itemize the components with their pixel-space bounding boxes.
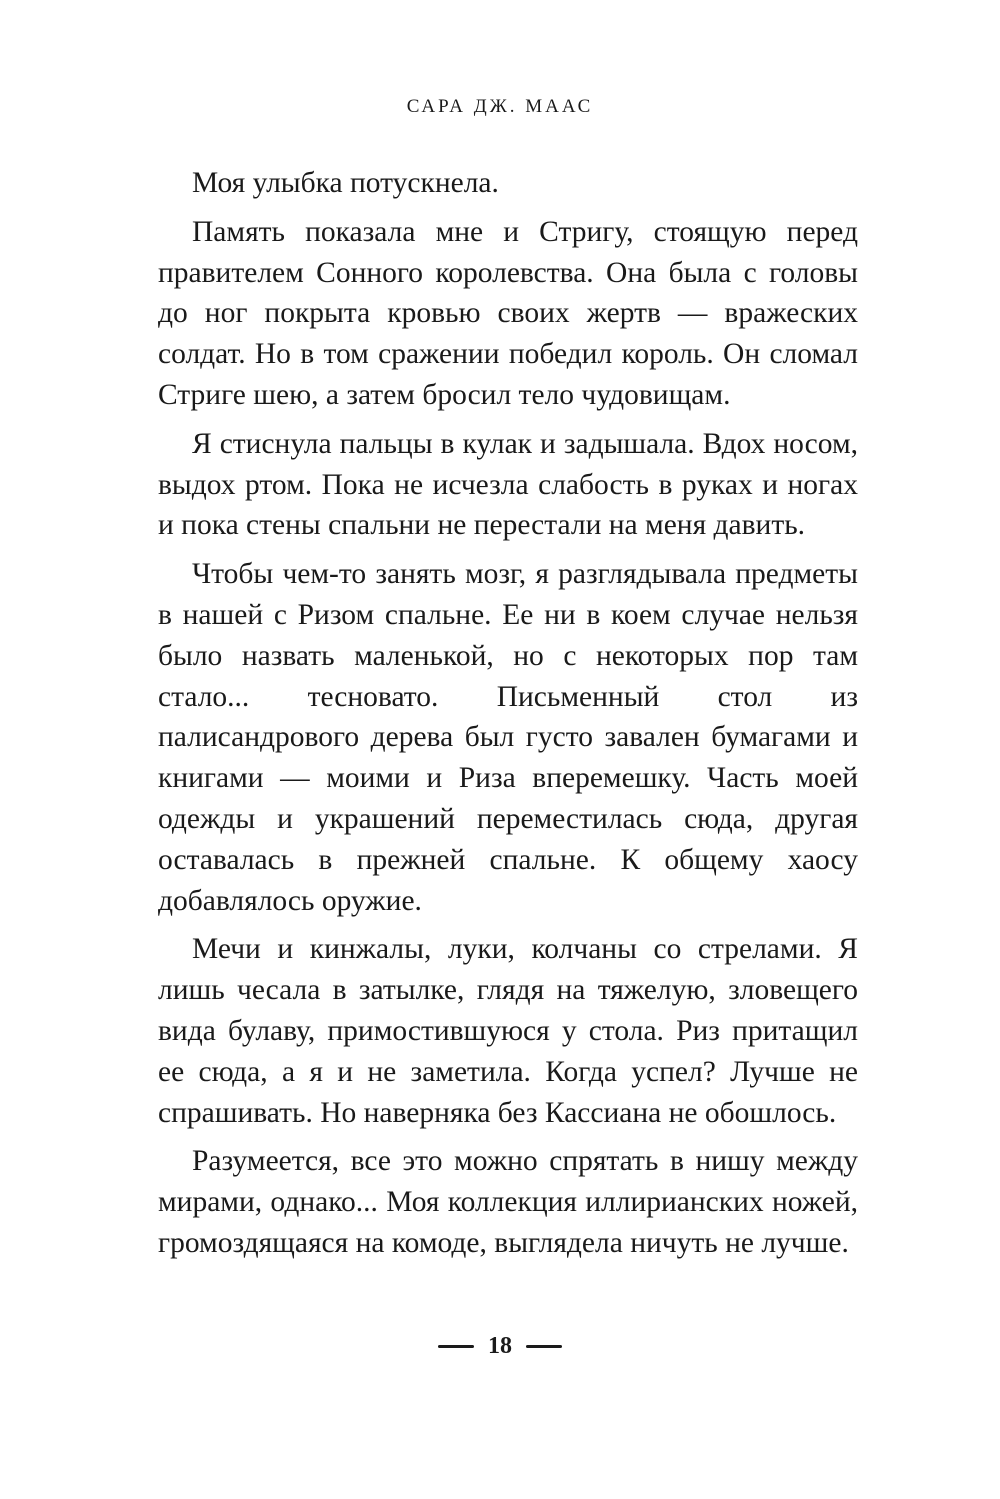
paragraph: Мечи и кинжалы, луки, колчаны со стрелами. Я лишь чесала в затылке, глядя на тяжелую, зловещего вида булаву, примостившуюся у стола. Риз притащил ее сюда, а я и не заметила. Когда успел? Лучше не спрашивать. Но наверняка без Кассиана не обошлось. xyxy=(158,933,858,1129)
folio-dash-left xyxy=(438,1345,474,1348)
page-number: 18 xyxy=(488,1333,512,1359)
page-folio xyxy=(0,1333,1000,1360)
folio-dash-right xyxy=(526,1345,562,1348)
paragraph: Разумеется, все это можно спрятать в нишу между мирами, однако... Моя коллекция иллирианских ножей, громоздящаяся на комоде, выглядела ничуть не лучше. xyxy=(158,1145,858,1259)
paragraph: Я стиснула пальцы в кулак и задышала. Вдох носом, выдох ртом. Пока не исчезла слабость в руках и ногах и пока стены спальни не перестали на меня давить. xyxy=(158,427,858,542)
paragraph: Память показала мне и Стригу, стоящую перед правителем Сонного королевства. Она была с головы до ног покрыта кровью своих жертв — вражеских солдат. Но в том сражении победил король. Он сломал Стриге шею, а затем бросил тело чудовищам. xyxy=(158,215,858,411)
running-header-author: САРА ДЖ. МААС xyxy=(406,96,594,117)
paragraph: Моя улыбка потускнела. xyxy=(192,167,499,199)
body-text xyxy=(158,163,858,1264)
paragraph: Чтобы чем-то занять мозг, я разглядывала предметы в нашей с Ризом спальне. Ее ни в коем случае нельзя было назвать маленькой, но с некоторых пор там стало... тесновато. Письменный стол из палисандрового дерева был густо завален бумагами и книгами — моими и Риза вперемешку. Часть моей одежды и украшений переместилась сюда, другая оставалась в прежней спальне. К общему хаосу добавлялось оружие. xyxy=(158,558,858,917)
